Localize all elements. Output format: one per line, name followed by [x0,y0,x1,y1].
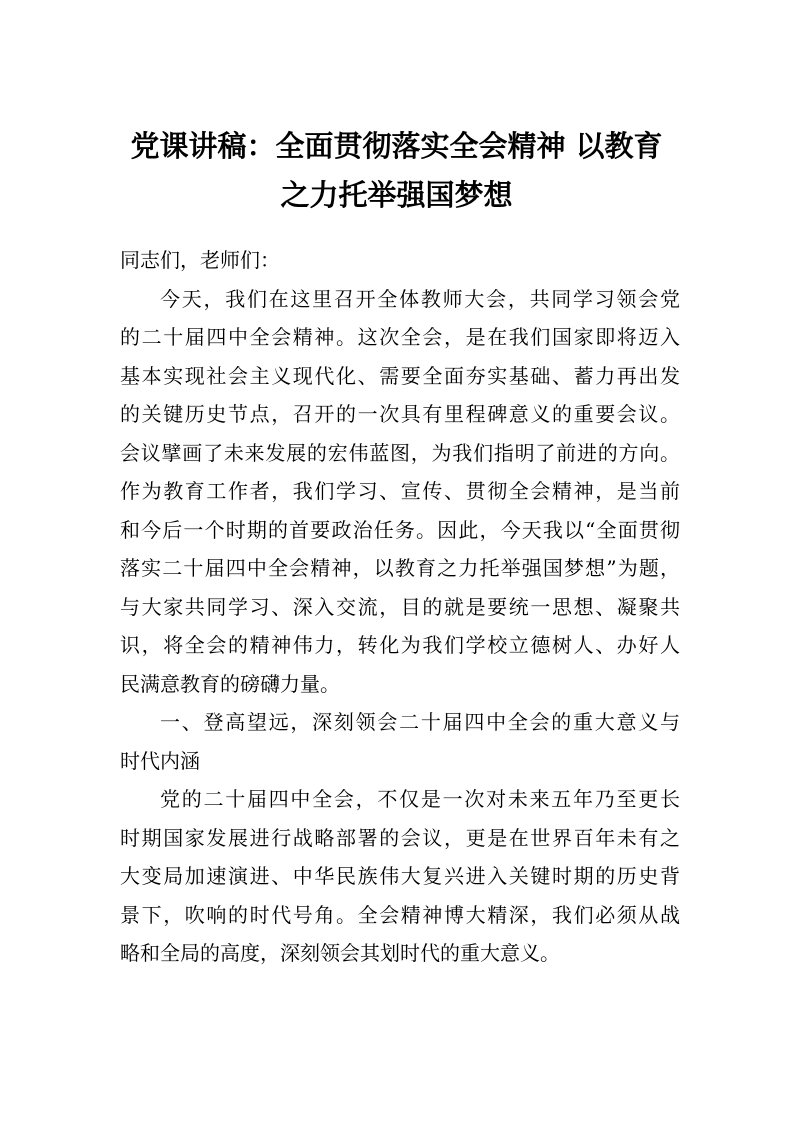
paragraph-line: 基本实现社会主义现代化、需要全面夯实基础、蓄力再出发 [120,363,680,388]
heading-line: 一、登高望远，深刻领会二十届四中全会的重大意义与 [160,710,680,734]
heading-line: 时代内涵 [120,748,200,773]
document-title [0,122,793,220]
paragraph-line: 识，将全会的精神伟力，转化为我们学校立德树人、办好人 [120,633,680,657]
paragraph-line: 时期国家发展进行战略部署的会议，更是在世界百年未有之 [120,825,680,850]
paragraph-line: 略和全局的高度，深刻领会其划时代的重大意义。 [120,941,560,965]
title-line-2: 之力托举强国梦想 [280,178,513,212]
salutation: 同志们，老师们： [120,248,280,272]
paragraph-line: 党的二十届四中全会，不仅是一次对未来五年乃至更长 [160,787,680,811]
paragraph-line: 大变局加速演进、中华民族伟大复兴进入关键时期的历史背 [120,864,680,888]
section-heading-1 [120,703,680,780]
document-body [120,241,680,973]
paragraph-intro [120,280,680,704]
paragraph-line: 作为教育工作者，我们学习、宣传、贯彻全会精神，是当前 [120,479,680,503]
paragraph-line: 的关键历史节点，召开的一次具有里程碑意义的重要会议。 [120,402,680,426]
title-line-1: 党课讲稿：全面贯彻落实全会精神 以教育 [130,129,663,163]
paragraph-line: 和今后一个时期的首要政治任务。因此，今天我以“全面贯彻 [120,517,680,542]
paragraph-line: 今天，我们在这里召开全体教师大会，共同学习领会党 [160,286,680,311]
paragraph-section-1 [120,780,680,973]
paragraph-line: 落实二十届四中全会精神，以教育之力托举强国梦想”为题， [120,556,680,580]
paragraph-line: 的二十届四中全会精神。这次全会，是在我们国家即将迈入 [120,325,680,349]
paragraph-line: 景下，吹响的时代号角。全会精神博大精深，我们必须从战 [120,902,680,927]
paragraph-line: 民满意教育的磅礴力量。 [120,671,340,696]
paragraph-line: 与大家共同学习、深入交流，目的就是要统一思想、凝聚共 [120,594,680,619]
paragraph-line: 会议擘画了未来发展的宏伟蓝图，为我们指明了前进的方向。 [120,440,680,465]
